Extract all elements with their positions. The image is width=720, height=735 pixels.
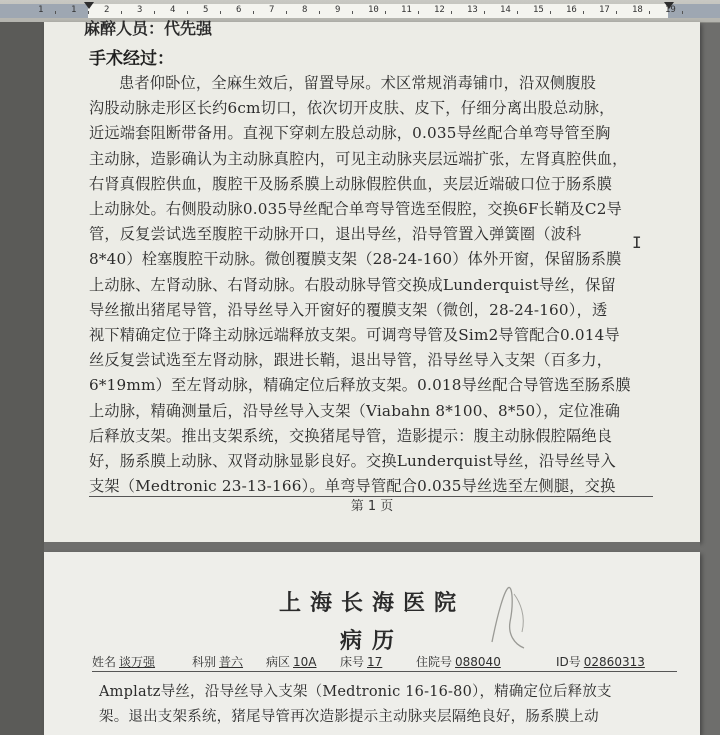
ruler-number: 2 — [104, 5, 110, 15]
ruler-tick — [352, 11, 353, 14]
ruler-tick — [451, 11, 452, 14]
ruler-tick — [484, 11, 485, 14]
ruler-tick — [385, 11, 386, 14]
admission-number: 住院号 088040 — [416, 655, 501, 669]
procedure-text-line: 沟股动脉走形区长约6cm切口，依次切开皮肤、皮下，仔细分离出股总动脉， — [89, 99, 615, 118]
procedure-text-line: 支架（Medtronic 23-13-166）。单弯导管配合0.035导丝选至左侧腿，交换 — [89, 477, 616, 496]
ruler-tick — [55, 11, 56, 14]
procedure-text-line: 视下精确定位于降主动脉远端释放支架。可调弯导管及Sim2导管配合0.014导 — [89, 326, 620, 344]
ruler-number: 15 — [533, 5, 544, 15]
ruler-number: 9 — [335, 5, 341, 15]
page-number-footer: 第 1 页 — [350, 499, 394, 514]
procedure-text-line: 管，反复尝试选至腹腔干动脉开口，退出导丝，沿导管置入弹簧圈（波科 — [89, 225, 582, 244]
ruler-tick — [88, 11, 89, 14]
procedure-text-line: 8*40）栓塞腹腔干动脉。微创覆膜支架（28-24-160）体外开窗，保留肠系膜 — [89, 250, 622, 269]
procedure-text-line: 上动脉处。右侧股动脉0.035导丝配合单弯导管选至假腔，交换6F长鞘及C2导 — [89, 200, 622, 218]
ruler-tick — [319, 11, 320, 14]
ruler-number: 7 — [269, 5, 275, 15]
procedure-text-line: 主动脉，造影确认为主动脉真腔内，可见主动脉夹层远端扩张，左肾真腔供血， — [89, 149, 628, 168]
patient-name: 姓名 谈万强 — [92, 655, 156, 669]
ruler-tick — [154, 11, 155, 14]
procedure-text-line: 上动脉，精确测量后，沿导丝导入支架（Viabahn 8*100、8*50），定位准确 — [89, 401, 621, 420]
page-gap — [44, 542, 700, 552]
procedure-text-line: 导丝撤出猪尾导管，沿导丝导入开窗好的覆膜支架（微创，28-24-160），透 — [89, 300, 608, 319]
patient-info-row — [92, 653, 692, 673]
ruler-tick — [550, 11, 551, 14]
ruler-tick — [616, 11, 617, 14]
record-text-line: 架。退出支架系统，猪尾导管再次造影提示主动脉夹层隔绝良好，肠系膜上动 — [99, 709, 599, 725]
procedure-text-line: 患者仰卧位，全麻生效后，留置导尿。术区常规消毒铺巾，沿双侧腹股 — [119, 74, 597, 92]
ruler-tick — [517, 11, 518, 14]
ruler-number: 14 — [500, 5, 511, 15]
ruler-number: 19 — [665, 5, 676, 15]
record-title: 病历 — [339, 628, 404, 654]
ruler-number: 10 — [368, 5, 379, 15]
ruler-number: 4 — [170, 5, 176, 15]
ruler-tick — [682, 11, 683, 14]
ruler-number: 3 — [137, 5, 143, 15]
ruler-number: 13 — [467, 5, 478, 15]
ruler-number: 1 — [71, 5, 77, 15]
ruler-number: 11 — [401, 5, 412, 15]
patient-id: ID号 02860313 — [556, 655, 645, 669]
ruler-tick — [649, 11, 650, 14]
ruler-tick — [286, 11, 287, 14]
procedure-text-line: 丝反复尝试选至左肾动脉，跟进长鞘，退出导管，沿导丝导入支架（百多力， — [89, 351, 613, 370]
ruler-number: 18 — [632, 5, 643, 15]
ruler-number: 12 — [434, 5, 445, 15]
document-page-1[interactable] — [44, 19, 700, 542]
ruler-number: 6 — [236, 5, 242, 15]
hospital-name: 上海长海医院 — [278, 590, 465, 616]
department: 科别 普六 — [192, 655, 244, 669]
procedure-text-line: 6*19mm）至左肾动脉，精确定位后释放支架。0.018导丝配合导管选至肠系膜 — [89, 376, 631, 395]
surgery-procedure-heading: 手术经过： — [89, 49, 174, 69]
ruler-tick — [253, 11, 254, 14]
ruler-number: 8 — [302, 5, 308, 15]
document-page-2[interactable] — [44, 552, 700, 735]
procedure-text-line: 后释放支架。推出支架系统，交换猪尾导管，造影提示：腹主动脉假腔隔绝良 — [89, 426, 613, 445]
procedure-text-line: 上动脉、左肾动脉、右肾动脉。右股动脉导管交换成Lunderquist导丝，保留 — [89, 275, 616, 294]
right-indent-marker[interactable] — [664, 2, 674, 9]
ruler-tick — [583, 11, 584, 14]
ward: 病区 10A — [266, 655, 317, 669]
text-cursor-icon: I — [632, 233, 642, 252]
ruler-number: 17 — [599, 5, 610, 15]
ruler-tick — [121, 11, 122, 14]
ruler-number: 1 — [38, 5, 44, 15]
ruler-number: 16 — [566, 5, 577, 15]
first-line-indent-marker[interactable] — [84, 2, 94, 9]
record-text-line: Amplatz导丝，沿导丝导入支架（Medtronic 16-16-80），精确定位后释放支 — [99, 684, 612, 700]
ruler-tick — [418, 11, 419, 14]
ruler-number: 5 — [203, 5, 209, 15]
window-left-edge — [0, 22, 44, 735]
ruler-tick — [187, 11, 188, 14]
ruler-tick — [220, 11, 221, 14]
header-divider — [92, 671, 677, 672]
procedure-text-line: 好，肠系膜上动脉、双肾动脉显影良好。交换Lunderquist导丝，沿导丝导入 — [89, 452, 616, 470]
bed-number: 床号 17 — [340, 655, 383, 669]
procedure-text-line: 近远端套阻断带备用。直视下穿刺左股总动脉，0.035导丝配合单弯导管至胸 — [89, 124, 611, 143]
anesthesia-staff-line: 麻醉人员：代先强 — [84, 19, 213, 38]
procedure-text-line: 右肾真假腔供血，腹腔干及肠系膜上动脉假腔供血，夹层近端破口位于肠系膜 — [89, 174, 613, 193]
